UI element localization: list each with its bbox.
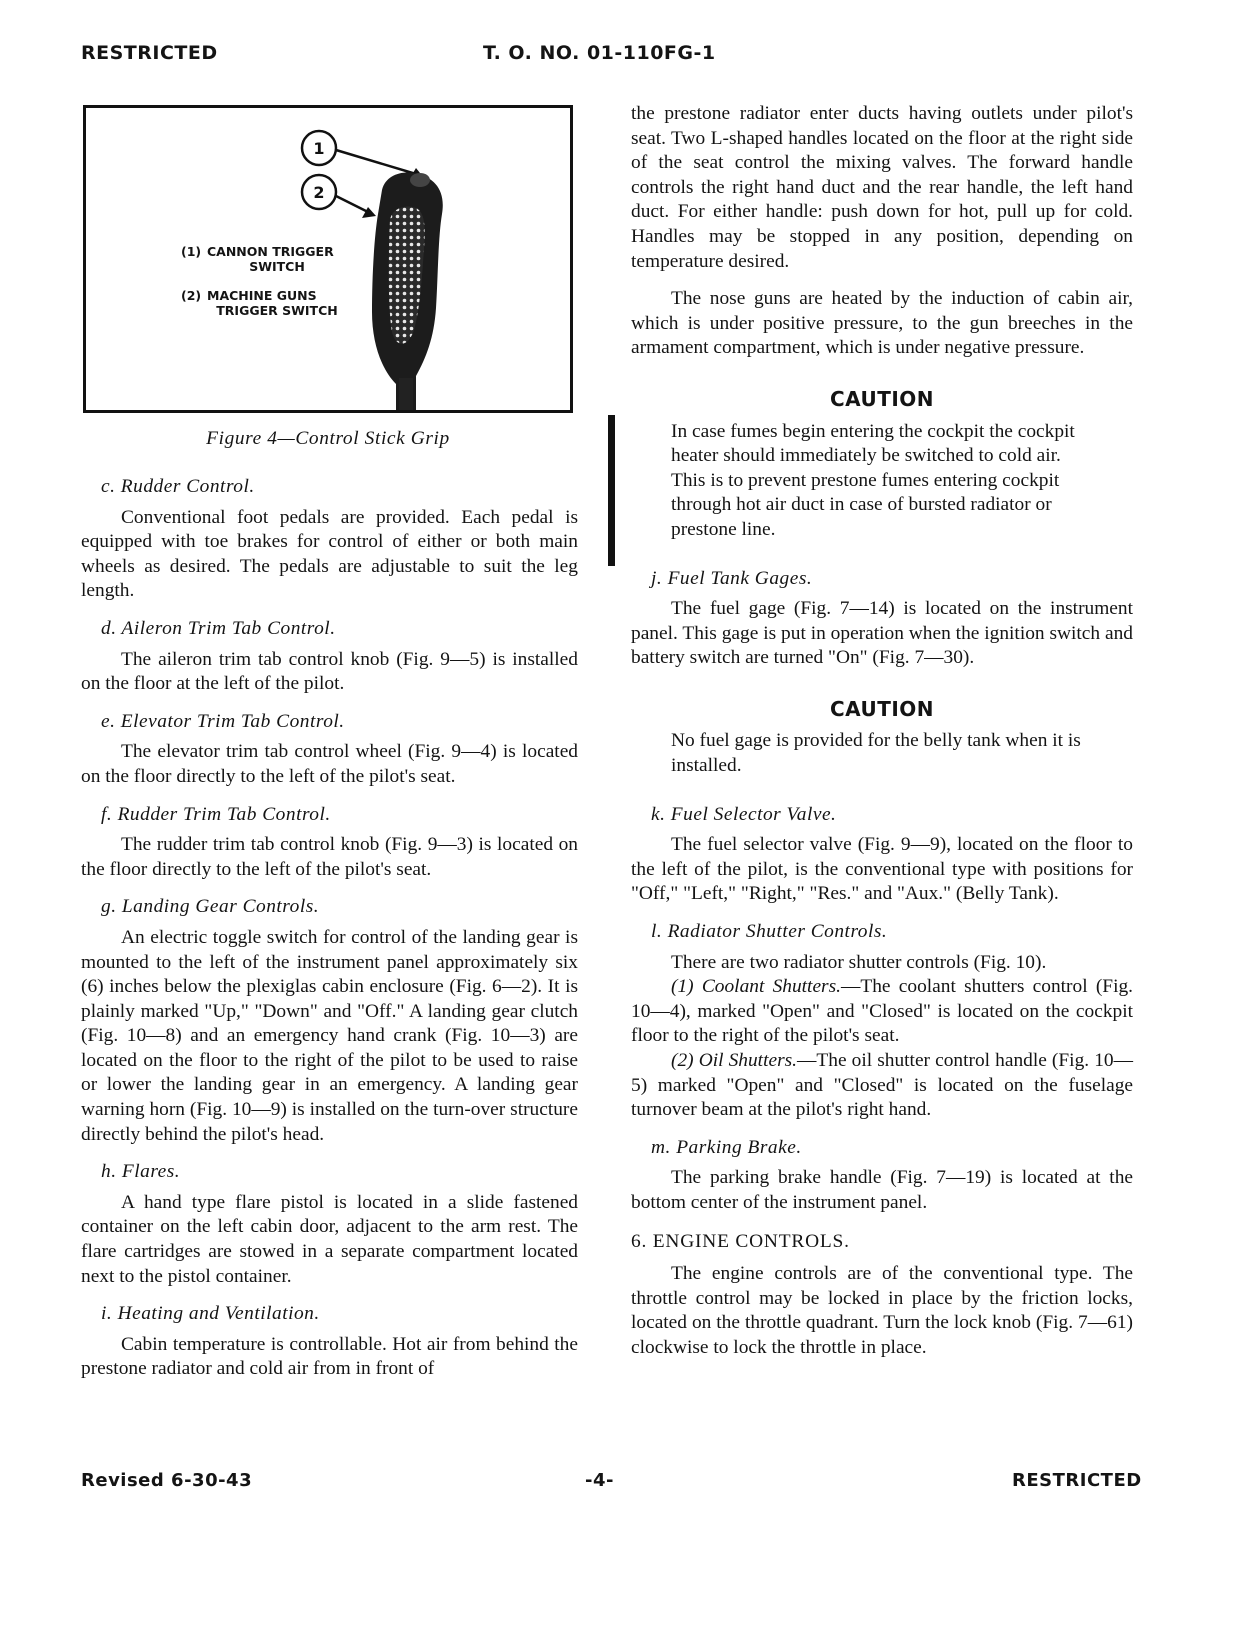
oil-shutters-label: (2) Oil Shutters. (671, 1050, 798, 1071)
section-e-text: The elevator trim tab control wheel (Fig. 9—4) is located on the floor directly to the left of the pilot's seat. (81, 741, 578, 787)
section-f-title: f. Rudder Trim Tab Control. (101, 803, 331, 825)
section-d-title: d. Aileron Trim Tab Control. (101, 617, 336, 639)
footer-revised: Revised 6-30-43 (81, 1470, 253, 1491)
section-g-text: An electric toggle switch for control of the landing gear is mounted to the left of the instrument panel approximately six (6) inches below the plexiglas cabin enclosure (Fig. 6—2). It is plainly marked "Up," "Down" and "Off." A landing gear clutch (Fig. 10—8) and an emergency hand crank (Fig. 10—3) are located on the floor to the right of the pilot to be used to raise or lower the landing gear in an emergency. A landing gear warning horn (Fig. 10—9) is installed on the turn-over structure directly behind the pilot's head. (81, 926, 578, 1145)
section-d-text: The aileron trim tab control knob (Fig. 9—5) is installed on the floor at the left of the pilot. (81, 648, 578, 695)
section-6-title: 6. ENGINE CONTROLS. (631, 1230, 850, 1252)
revision-bar (608, 415, 615, 566)
figure-box (83, 105, 573, 413)
section-c-text: Conventional foot pedals are provided. Each pedal is equipped with toe brakes for control of either or both main wheels as desired. The pedals are adjustable to suit the leg length. (81, 506, 578, 602)
caution-2-title: CAUTION (829, 696, 935, 721)
section-f-text: The rudder trim tab control knob (Fig. 9—3) is located on the floor directly to the left of the pilot's seat. (81, 834, 578, 880)
section-h-text: A hand type flare pistol is located in a slide fastened container on the left cabin door, adjacent to the arm rest. The flare cartridges are stowed in a separate compartment located next to the pistol container. (81, 1191, 578, 1287)
header-to-number: T. O. NO. 01-110FG-1 (483, 42, 716, 64)
section-j-text: The fuel gage (Fig. 7—14) is located on the instrument panel. This gage is put in operation when the ignition switch and battery switch are turned "On" (Fig. 7—30). (631, 598, 1133, 669)
section-h-title: h. Flares. (101, 1161, 181, 1183)
section-i-title: i. Heating and Ventilation. (101, 1303, 320, 1325)
footer-restricted: RESTRICTED (1012, 1470, 1142, 1491)
callout-label-1: 1 (313, 139, 325, 158)
section-i-text: Cabin temperature is controllable. Hot air from behind the prestone radiator and cold air from in front of (81, 1333, 578, 1380)
footer-page-number: -4- (585, 1470, 614, 1491)
section-l-title: l. Radiator Shutter Controls. (651, 921, 888, 943)
figure-caption: Figure 4—Control Stick Grip (206, 428, 450, 449)
legend-item-1: (1) CANNON TRIGGER SWITCH (181, 244, 334, 274)
callout-label-2: 2 (313, 183, 325, 202)
header-restricted: RESTRICTED (81, 42, 218, 64)
section-i-continued: the prestone radiator enter ducts having outlets under pilot's seat. Two L-shaped handles located on the floor at the right side of the seat control the mixing valves. The forward handle controls the right hand duct and the rear handle, the left hand duct. For either handle: push down for hot, pull up for cold. Handles may be stopped in any position, depending on temperature desired. (631, 103, 1133, 272)
right-column (631, 102, 1133, 1374)
caution-2-text: No fuel gage is provided for the belly tank when it is installed. (671, 730, 1081, 777)
section-6-text: The engine controls are of the conventional type. The throttle control may be locked in place by the friction locks, located on the throttle quadrant. Turn the lock knob (Fig. 7—61) clockwise to lock the throttle in place. (631, 1263, 1133, 1358)
section-k-text: The fuel selector valve (Fig. 9—9), located on the floor to the left of the pilot, is the conventional type with positions for "Off," "Left," "Right," "Res." and "Aux." (Belly Tank). (631, 834, 1133, 905)
section-m-text: The parking brake handle (Fig. 7—19) is located at the bottom center of the instrument panel. (631, 1167, 1133, 1213)
nose-guns-text: The nose guns are heated by the induction of cabin air, which is under positive pressure, to the gun breeches in the armament compartment, which is under negative pressure. (631, 288, 1133, 359)
caution-1-title: CAUTION (829, 386, 935, 411)
coolant-shutters-label: (1) Coolant Shutters. (671, 976, 841, 998)
section-m-title: m. Parking Brake. (651, 1136, 802, 1158)
section-k-title: k. Fuel Selector Valve. (651, 803, 837, 825)
section-e-title: e. Elevator Trim Tab Control. (101, 710, 345, 732)
section-c-title: c. Rudder Control. (101, 476, 255, 497)
section-l2-text: (2) Oil Shutters.—The oil shutter control handle (Fig. 10—5) marked "Open" and "Closed" is located on the fuselage turnover beam at the pilot's right hand. (631, 1050, 1133, 1121)
left-column (81, 475, 578, 1395)
section-l-text: There are two radiator shutter controls (Fig. 10). (671, 951, 1047, 973)
legend-item-2: (2) MACHINE GUNS TRIGGER SWITCH (181, 288, 338, 318)
section-j-title: j. Fuel Tank Gages. (651, 567, 813, 589)
section-l1-text: (1) Coolant Shutters.—The coolant shutters control (Fig. 10—4), marked "Open" and "Closed" is located on the cockpit floor to the right of the pilot's seat. (631, 976, 1134, 1047)
section-g-title: g. Landing Gear Controls. (101, 896, 320, 918)
caution-1-text: In case fumes begin entering the cockpit the cockpit heater should immediately be switched to cold air. This is to prevent prestone fumes entering cockpit through hot air duct in case of bursted radiator or prestone line. (671, 420, 1075, 540)
